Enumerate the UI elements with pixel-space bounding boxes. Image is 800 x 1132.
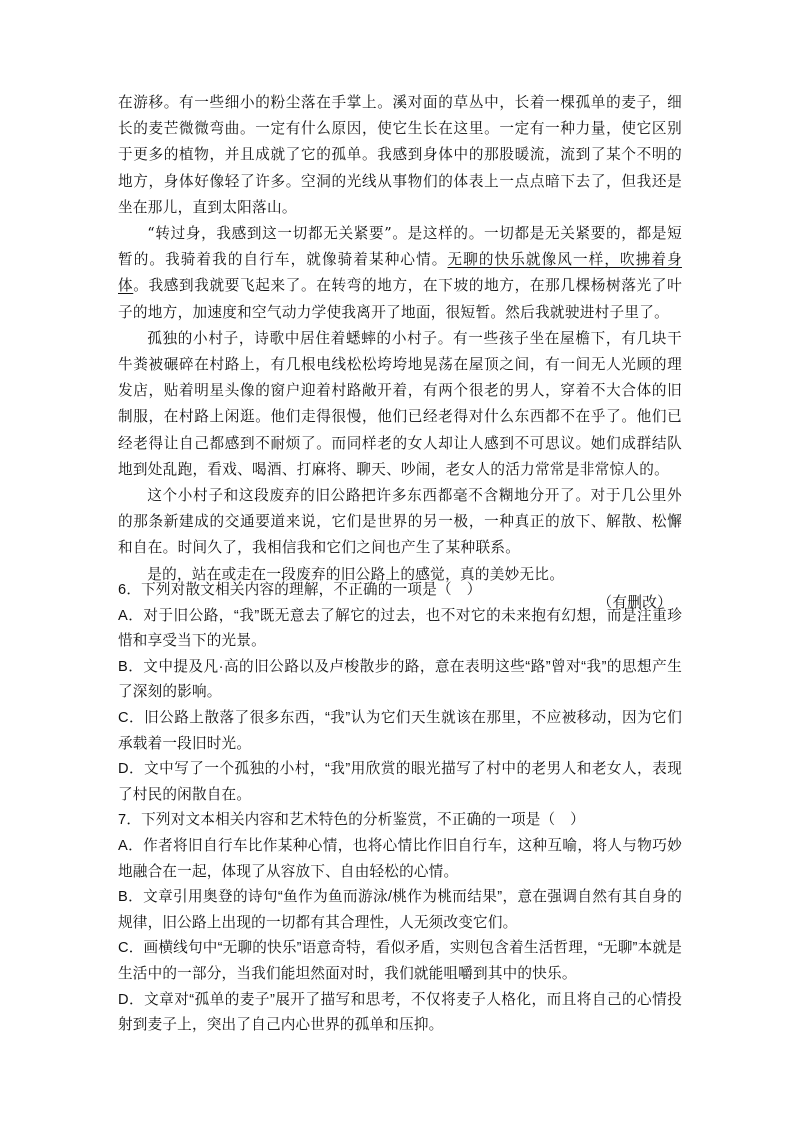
passage-paragraph-5: 是的，站在或走在一段废弃的旧公路上的感觉，真的美妙无比。 [147,565,565,583]
question-7-option-d: D．文章对“孤单的麦子”展开了描写和思考，不仅将麦子人格化，而且将自己的心情投射到麦子上，突出了自己内心世界的孤单和压抑。 [118,991,682,1034]
question-6-option-d: D．文中写了一个孤独的小村，“我”用欣赏的眼光描写了村中的老男人和老女人，表现了村民的闲散自在。 [118,761,682,803]
question-6-option-a: A．对于旧公路，“我”既无意去了解它的过去，也不对它的未来抱有幻想，而是注重珍惜和享受当下的光景。 [118,607,682,650]
passage-paragraph-1: 在游移。有一些细小的粉尘落在手掌上。溪对面的草丛中，长着一棵孤单的麦子，细长的麦芒微微弯曲。一定有什么原因，使它生长在这里。一定有一种力量，使它区别于更多的植物，并且成就了它的孤单。我感到身体中的那股暖流，流到了某个不明的地方，身体好像轻了许多。空洞的光线从事物们的体表上一点点暗下去了，但我还是坐在那儿，直到太阳落山。 [118,94,682,216]
questions [118,578,682,1039]
question-6-option-b: B．文中提及凡·高的旧公路以及卢梭散步的路，意在表明这些“路”曾对“我”的思想产生了深刻的影响。 [118,658,682,701]
question-6-option-c: C．旧公路上散落了很多东西，“我”认为它们天生就该在那里，不应被移动，因为它们承载着一段旧时光。 [118,709,682,752]
passage-paragraph-2-end: 。我感到我就要飞起来了。在转弯的地方，在下坡的地方，在那几棵杨树落光了叶子的地方，加速度和空气动力学使我离开了地面，很短暂。然后我就驶进村子里了。 [118,277,682,321]
passage-paragraph-3: 孤独的小村子，诗歌中居住着蟋蟀的小村子。有一些孩子坐在屋檐下，有几块干牛粪被碾碎在村路上，有几根电线松松垮垮地晃荡在屋顶之间，有一间无人光顾的理发店，贴着明星头像的窗户迎着村路敞开着，有两个很老的男人，穿着不大合体的旧制服，在村路上闲逛。他们走得很慢，他们已经老得对什么东西都不在乎了。他们已经老得让自己都感到不耐烦了。而同样老的女人却让人感到不可思议。她们成群结队地到处乱跑，看戏、喝酒、打麻将、聊天、吵闹，老女人的活力常常是非常惊人的。 [118,329,682,478]
passage-paragraph-2-start: “转过身，我感到这一切都无关紧要”。是这样的。一切都是无关紧要的，都是短暂的。我骑着我的自行车，就像骑着某种心情。 [118,225,682,269]
source-note: （有删改） [597,593,672,611]
question-7-stem: 7．下列对文本相关内容和艺术特色的分析鉴赏，不正确的一项是（ ） [118,812,585,829]
question-7-option-c: C．画横线句中“无聊的快乐”语意奇特，看似矛盾，实则包含着生活哲理，“无聊”本就是生活中的一部分，当我们能坦然面对时，我们就能咀嚼到其中的快乐。 [118,940,682,982]
question-6-stem: 6．下列对散文相关内容的理解，不正确的一项是（ ） [118,582,482,598]
passage-paragraph-4: 这个小村子和这段废弃的旧公路把许多东西都毫不含糊地分开了。对于几公里外的那条新建成的交通要道来说，它们是世界的另一极，一种真正的放下、解散、松懈和自在。时间久了，我相信我和它们之间也产生了某种联系。 [118,487,682,557]
question-7-option-b: B．文章引用奥登的诗句“鱼作为鱼而游泳/桃作为桃而结果”，意在强调自然有其自身的规律，旧公路上出现的一切都有其合理性，人无须改变它们。 [118,889,682,931]
question-7-option-a: A．作者将旧自行车比作某种心情，也将心情比作旧自行车，这种互喻，将人与物巧妙地融合在一起，体现了从容放下、自由轻松的心情。 [118,837,682,880]
passage [118,90,682,616]
passage-paragraph-2 [118,221,682,326]
underlined-sentence: 无聊的快乐就像风一样，吹拂着身体 [118,251,682,295]
